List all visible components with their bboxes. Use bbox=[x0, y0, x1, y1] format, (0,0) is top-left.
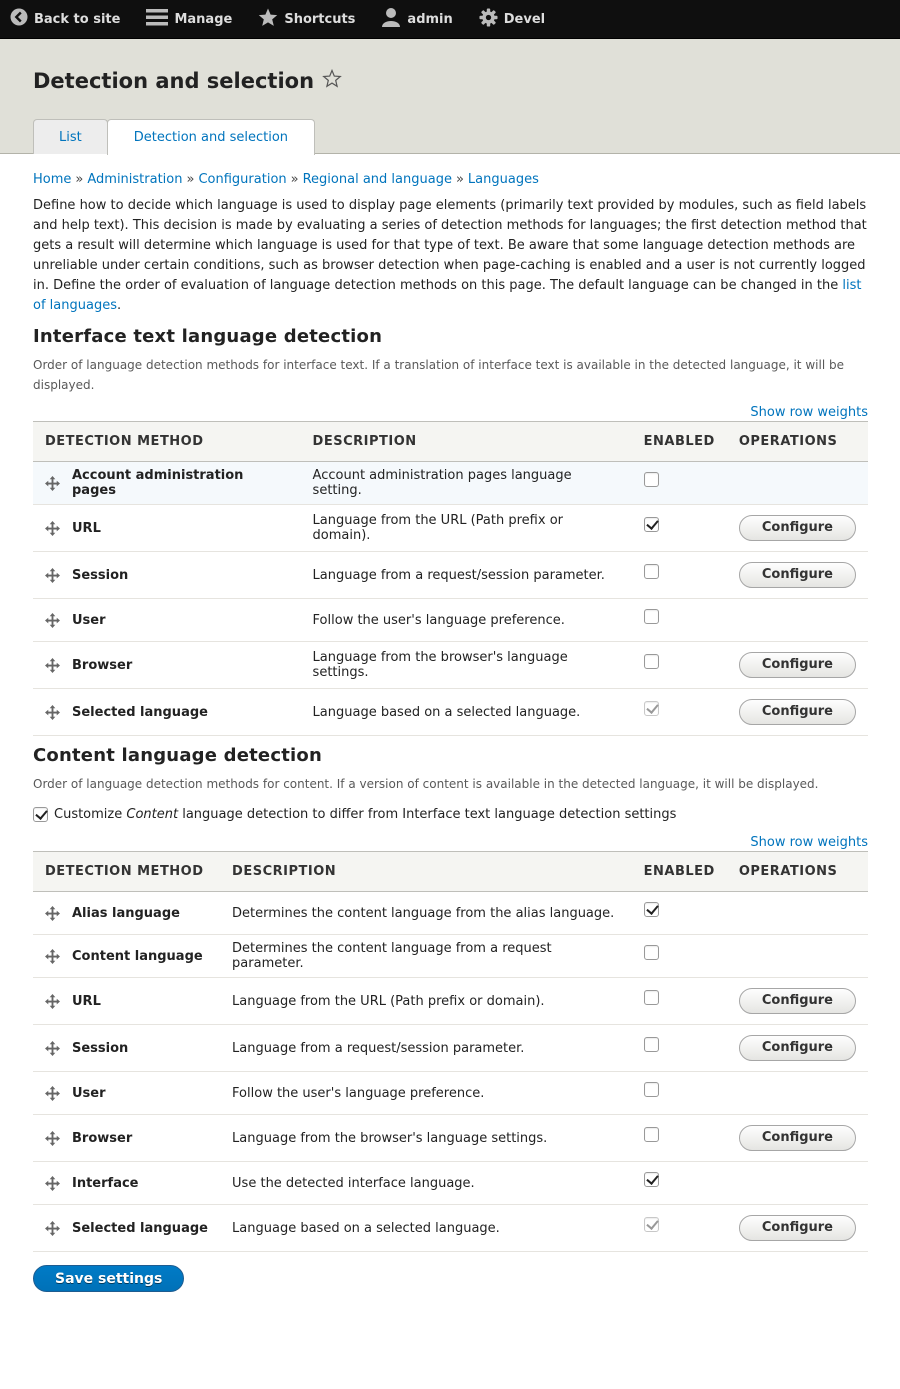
breadcrumb bbox=[33, 172, 868, 187]
enabled-checkbox[interactable] bbox=[644, 990, 659, 1005]
column-header-operations: OPERATIONS bbox=[738, 864, 838, 879]
method-cell bbox=[33, 1025, 220, 1072]
user-label: admin bbox=[407, 11, 453, 27]
method-cell bbox=[33, 892, 220, 935]
operations-cell bbox=[727, 1025, 868, 1072]
method-description: Follow the user's language preference. bbox=[220, 1072, 632, 1115]
breadcrumb-languages[interactable]: Languages bbox=[467, 172, 539, 187]
method-name: Account administration pages bbox=[72, 468, 244, 498]
column-header-description: DESCRIPTION bbox=[232, 864, 337, 879]
interface-section-title: Interface text language detection bbox=[33, 326, 383, 347]
configure-button[interactable]: Configure bbox=[739, 562, 856, 588]
configure-button[interactable]: Configure bbox=[739, 1035, 856, 1061]
table-row bbox=[33, 642, 868, 689]
method-wrap bbox=[45, 521, 289, 536]
breadcrumb-separator: » bbox=[75, 172, 84, 187]
method-description: Language from a request/session parameter. bbox=[301, 552, 632, 599]
column-header-description: DESCRIPTION bbox=[312, 434, 417, 449]
shortcut-star-icon[interactable] bbox=[322, 69, 342, 93]
method-description: Follow the user's language preference. bbox=[301, 599, 632, 642]
drag-handle-icon[interactable] bbox=[45, 521, 60, 536]
configure-button[interactable]: Configure bbox=[739, 1125, 856, 1151]
method-name: User bbox=[72, 1085, 106, 1101]
enabled-checkbox[interactable] bbox=[644, 1037, 659, 1052]
enabled-checkbox[interactable] bbox=[644, 902, 659, 917]
method-name: User bbox=[72, 612, 106, 628]
page-title-wrap bbox=[33, 69, 342, 93]
enabled-checkbox bbox=[644, 701, 659, 716]
customize-content-detection[interactable] bbox=[33, 807, 868, 822]
operations-cell bbox=[727, 978, 868, 1025]
table-row bbox=[33, 892, 868, 935]
method-cell bbox=[33, 462, 301, 505]
enabled-checkbox[interactable] bbox=[644, 564, 659, 579]
gear-icon bbox=[479, 8, 504, 31]
operations-cell bbox=[727, 935, 868, 978]
drag-handle-icon[interactable] bbox=[45, 1041, 60, 1056]
interface-section-description: Order of language detection methods for interface text. If a translation of interface text is available in the detected language, it will be displayed. bbox=[33, 358, 844, 392]
back-arrow-icon bbox=[10, 8, 34, 30]
content-weights-wrap bbox=[33, 835, 868, 850]
enabled-checkbox[interactable] bbox=[644, 654, 659, 669]
operations-cell bbox=[727, 552, 868, 599]
drag-handle-icon[interactable] bbox=[45, 1086, 60, 1101]
table-row bbox=[33, 552, 868, 599]
enabled-cell bbox=[632, 1115, 727, 1162]
drag-handle-icon[interactable] bbox=[45, 1131, 60, 1146]
content-section-description: Order of language detection methods for content. If a version of content is available in the detected language, it will be displayed. bbox=[33, 777, 819, 791]
customize-label-em: Content bbox=[126, 807, 179, 822]
method-description: Account administration pages language setting. bbox=[301, 462, 632, 505]
drag-handle-icon[interactable] bbox=[45, 1176, 60, 1191]
enabled-checkbox[interactable] bbox=[644, 1082, 659, 1097]
method-cell bbox=[33, 1072, 220, 1115]
enabled-checkbox[interactable] bbox=[644, 517, 659, 532]
content-show-row-weights-link[interactable]: Show row weights bbox=[750, 835, 868, 850]
enabled-checkbox bbox=[644, 1217, 659, 1232]
operations-cell bbox=[727, 1115, 868, 1162]
user-icon bbox=[381, 7, 407, 31]
shortcuts-label: Shortcuts bbox=[284, 11, 356, 27]
method-cell bbox=[33, 1115, 220, 1162]
manage-menu[interactable] bbox=[146, 0, 232, 39]
method-description: Language from the browser's language settings. bbox=[301, 642, 632, 689]
page-title: Detection and selection bbox=[33, 69, 315, 93]
table-row bbox=[33, 1115, 868, 1162]
drag-handle-icon[interactable] bbox=[45, 613, 60, 628]
drag-handle-icon[interactable] bbox=[45, 705, 60, 720]
method-wrap bbox=[45, 1176, 208, 1191]
hamburger-icon bbox=[146, 8, 174, 30]
interface-show-row-weights-link[interactable]: Show row weights bbox=[750, 405, 868, 420]
method-name: Selected language bbox=[72, 704, 208, 720]
drag-handle-icon[interactable] bbox=[45, 949, 60, 964]
configure-button[interactable]: Configure bbox=[739, 1215, 856, 1241]
method-description: Language from the URL (Path prefix or domain). bbox=[220, 978, 632, 1025]
breadcrumb-separator: » bbox=[186, 172, 195, 187]
method-cell bbox=[33, 599, 301, 642]
configure-button[interactable]: Configure bbox=[739, 652, 856, 678]
method-name: Session bbox=[72, 1040, 129, 1056]
enabled-cell bbox=[632, 462, 727, 505]
drag-handle-icon[interactable] bbox=[45, 994, 60, 1009]
breadcrumb-configuration[interactable]: Configuration bbox=[198, 172, 287, 187]
method-cell bbox=[33, 552, 301, 599]
method-name: Browser bbox=[72, 1130, 133, 1146]
drag-handle-icon[interactable] bbox=[45, 906, 60, 921]
enabled-checkbox[interactable] bbox=[644, 1172, 659, 1187]
breadcrumb-administration[interactable]: Administration bbox=[87, 172, 183, 187]
content-section-title: Content language detection bbox=[33, 745, 322, 766]
interface-table-body bbox=[33, 462, 868, 736]
method-description: Language from the browser's language settings. bbox=[220, 1115, 632, 1162]
method-wrap bbox=[45, 468, 289, 498]
enabled-cell bbox=[632, 1205, 727, 1252]
table-header-row bbox=[33, 422, 868, 462]
method-cell bbox=[33, 505, 301, 552]
method-name: Selected language bbox=[72, 1220, 208, 1236]
table-row bbox=[33, 462, 868, 505]
method-name: Alias language bbox=[72, 905, 180, 921]
enabled-cell bbox=[632, 935, 727, 978]
method-description: Language from the URL (Path prefix or domain). bbox=[301, 505, 632, 552]
method-name: URL bbox=[72, 520, 101, 536]
method-name: Session bbox=[72, 567, 129, 583]
method-name: Interface bbox=[72, 1175, 139, 1191]
table-row bbox=[33, 978, 868, 1025]
method-wrap bbox=[45, 1131, 208, 1146]
tab-list[interactable]: List bbox=[33, 119, 108, 154]
method-cell bbox=[33, 689, 301, 736]
drag-handle-icon[interactable] bbox=[45, 476, 60, 491]
interface-weights-wrap bbox=[33, 405, 868, 420]
content-table-body bbox=[33, 892, 868, 1252]
method-description: Determines the content language from a request parameter. bbox=[220, 935, 632, 978]
method-description: Determines the content language from the alias language. bbox=[220, 892, 632, 935]
operations-cell bbox=[727, 1205, 868, 1252]
enabled-cell bbox=[632, 892, 727, 935]
method-description: Language from a request/session parameter. bbox=[220, 1025, 632, 1072]
manage-label: Manage bbox=[174, 11, 233, 27]
breadcrumb-home[interactable]: Home bbox=[33, 172, 72, 187]
operations-cell bbox=[727, 462, 868, 505]
devel-label: Devel bbox=[503, 11, 546, 27]
enabled-cell bbox=[632, 552, 727, 599]
column-header-enabled: ENABLED bbox=[643, 864, 715, 879]
method-cell bbox=[33, 935, 220, 978]
operations-cell bbox=[727, 1162, 868, 1205]
method-wrap bbox=[45, 568, 289, 583]
enabled-cell bbox=[632, 599, 727, 642]
table-row bbox=[33, 1072, 868, 1115]
operations-cell bbox=[727, 505, 868, 552]
method-name: Content language bbox=[72, 948, 203, 964]
method-wrap bbox=[45, 1041, 208, 1056]
main-content bbox=[0, 172, 900, 1292]
drag-handle-icon[interactable] bbox=[45, 1221, 60, 1236]
configure-button[interactable]: Configure bbox=[739, 515, 856, 541]
back-to-site-link[interactable] bbox=[10, 0, 120, 39]
configure-button[interactable]: Configure bbox=[739, 988, 856, 1014]
operations-cell bbox=[727, 689, 868, 736]
configure-button[interactable]: Configure bbox=[739, 699, 856, 725]
table-row bbox=[33, 689, 868, 736]
shortcuts-menu[interactable] bbox=[258, 0, 355, 39]
page-header bbox=[0, 39, 900, 154]
column-header-method: DETECTION METHOD bbox=[45, 864, 204, 879]
method-wrap bbox=[45, 949, 208, 964]
method-description: Language based on a selected language. bbox=[301, 689, 632, 736]
help-text-end: . bbox=[116, 298, 122, 313]
method-wrap bbox=[45, 1086, 208, 1101]
drag-handle-icon[interactable] bbox=[45, 658, 60, 673]
method-wrap bbox=[45, 906, 208, 921]
table-row bbox=[33, 1162, 868, 1205]
primary-tabs bbox=[33, 119, 315, 155]
method-wrap bbox=[45, 658, 289, 673]
list-of-languages-link[interactable]: list of languages bbox=[33, 278, 862, 313]
table-row bbox=[33, 505, 868, 552]
method-wrap bbox=[45, 705, 289, 720]
user-menu[interactable] bbox=[381, 0, 452, 39]
enabled-checkbox[interactable] bbox=[644, 945, 659, 960]
star-icon bbox=[258, 8, 284, 31]
table-header-row bbox=[33, 852, 868, 892]
method-cell bbox=[33, 1162, 220, 1205]
breadcrumb-regional-and-language[interactable]: Regional and language bbox=[302, 172, 452, 187]
method-cell bbox=[33, 642, 301, 689]
method-cell bbox=[33, 1205, 220, 1252]
content-detection-table bbox=[33, 851, 868, 1252]
enabled-cell bbox=[632, 1025, 727, 1072]
tab-detection-and-selection[interactable]: Detection and selection bbox=[107, 119, 315, 155]
operations-cell bbox=[727, 1072, 868, 1115]
enabled-cell bbox=[632, 978, 727, 1025]
method-description: Language based on a selected language. bbox=[220, 1205, 632, 1252]
operations-cell bbox=[727, 892, 868, 935]
column-header-enabled: ENABLED bbox=[643, 434, 715, 449]
enabled-checkbox[interactable] bbox=[644, 472, 659, 487]
customize-label-post: language detection to differ from Interface text language detection settings bbox=[178, 807, 677, 822]
admin-toolbar bbox=[0, 0, 900, 39]
enabled-cell bbox=[632, 689, 727, 736]
method-wrap bbox=[45, 613, 289, 628]
operations-cell bbox=[727, 599, 868, 642]
save-settings-button[interactable]: Save settings bbox=[33, 1265, 184, 1292]
enabled-checkbox[interactable] bbox=[644, 609, 659, 624]
enabled-cell bbox=[632, 642, 727, 689]
breadcrumb-separator: » bbox=[290, 172, 299, 187]
devel-menu[interactable] bbox=[479, 0, 545, 39]
customize-label-pre: Customize bbox=[54, 807, 127, 822]
method-name: URL bbox=[72, 993, 101, 1009]
table-row bbox=[33, 599, 868, 642]
back-to-site-label: Back to site bbox=[34, 11, 121, 27]
customize-label bbox=[54, 807, 676, 822]
table-row bbox=[33, 1025, 868, 1072]
help-text bbox=[33, 196, 868, 316]
customize-checkbox[interactable] bbox=[33, 807, 48, 822]
table-row bbox=[33, 935, 868, 978]
enabled-cell bbox=[632, 1162, 727, 1205]
table-row bbox=[33, 1205, 868, 1252]
drag-handle-icon[interactable] bbox=[45, 568, 60, 583]
enabled-cell bbox=[632, 505, 727, 552]
method-name: Browser bbox=[72, 657, 133, 673]
column-header-operations: OPERATIONS bbox=[738, 434, 838, 449]
method-description: Use the detected interface language. bbox=[220, 1162, 632, 1205]
method-wrap bbox=[45, 1221, 208, 1236]
operations-cell bbox=[727, 642, 868, 689]
enabled-cell bbox=[632, 1072, 727, 1115]
breadcrumb-separator: » bbox=[455, 172, 464, 187]
help-text-body: Define how to decide which language is used to display page elements (primarily text provided by modules, such as field labels and help text). This decision is made by evaluating a series of detection methods for languages; the first detection method that gets a result will determine which language is used for that type of text. Be aware that some language detection methods are unreliable under certain conditions, such as browser detection when page-caching is enabled and a user is not currently logged in. Define the order of evaluation of language detection methods on this page. The default language can be changed in the bbox=[33, 198, 867, 293]
method-cell bbox=[33, 978, 220, 1025]
interface-detection-table bbox=[33, 421, 868, 736]
enabled-checkbox[interactable] bbox=[644, 1127, 659, 1142]
method-wrap bbox=[45, 994, 208, 1009]
column-header-method: DETECTION METHOD bbox=[45, 434, 204, 449]
